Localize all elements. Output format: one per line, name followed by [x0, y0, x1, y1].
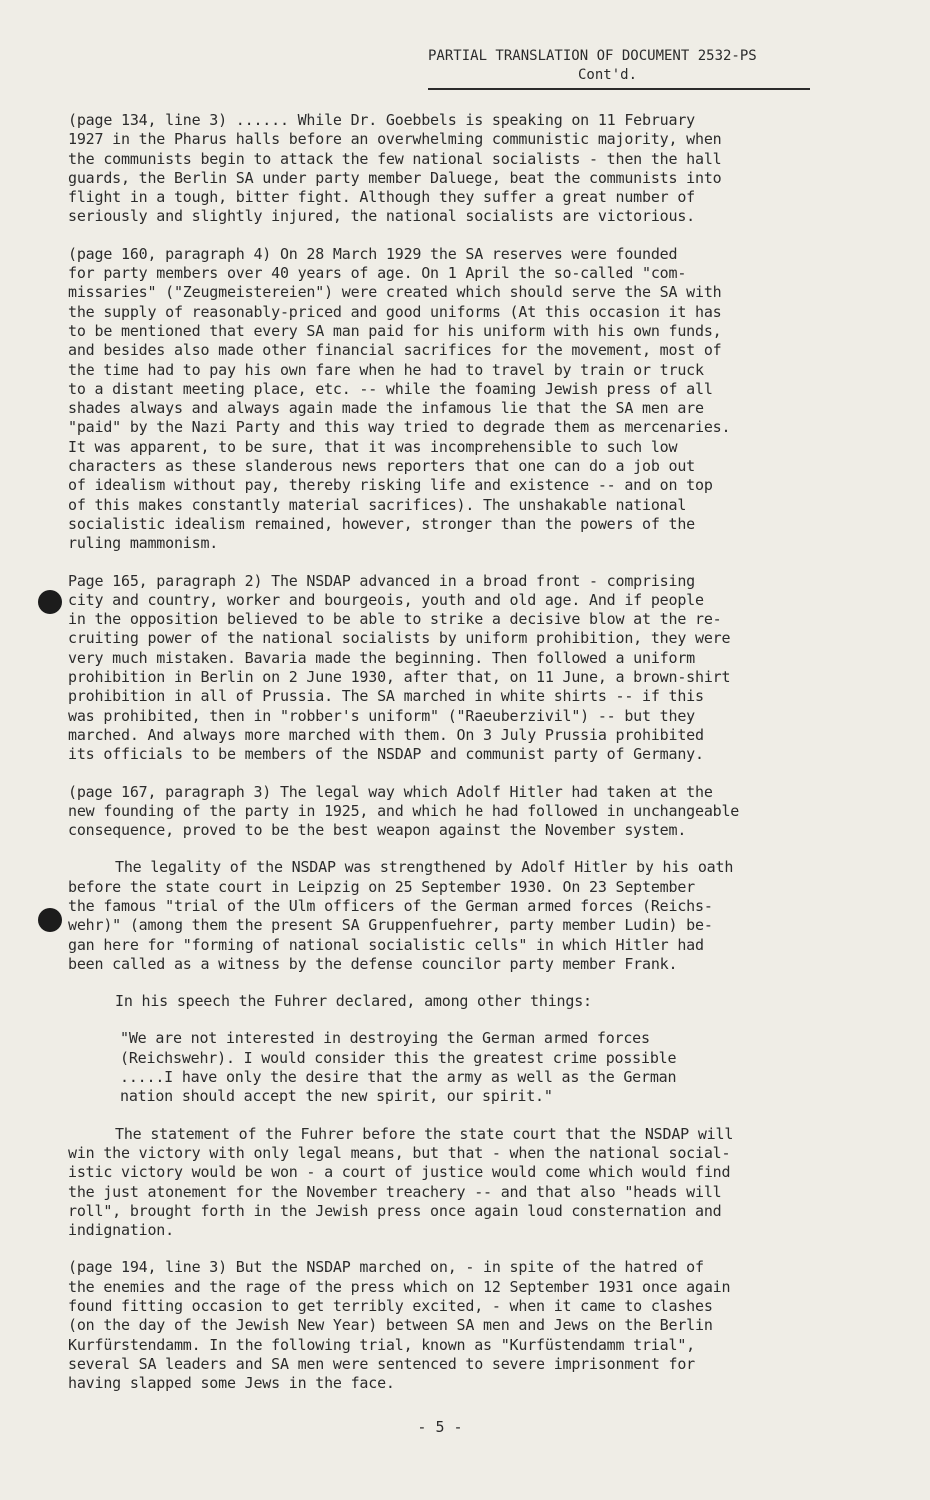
paragraph-page-165: Page 165, paragraph 2) The NSDAP advanced in a broad front - comprising city and country, worker and bourgeois, youth and old age. And if people in the opposition believed to be able to strike a decisive blow at the re- cruiting power of the national socialists by uniform prohibition, they were very much mistaken. Bavaria made the beginning. Then followed a uniform prohibition in Berlin on 2 June 1930, after that, on 11 June, a brown-shirt prohibition in all of Prussia. The SA marched in white shirts -- if this was prohibited, then in "robber's uniform" ("Raeuberzivil") -- but they marched. And always more marched with them. On 3 July Prussia prohibited its officials to be members of the NSDAP and communist party of Germany.	[68, 571, 731, 764]
punch-hole-top	[38, 590, 62, 614]
paragraph-legality: The legality of the NSDAP was strengthened by Adolf Hitler by his oath before the state court in Leipzig on 25 September 1930. On 23 September the famous "trial of the Ulm officers of the German armed forces (Reichs- wehr)" (among them the present SA Gruppenfuehrer, party member Ludin) be- gan here for "forming of national socialistic cells" in which Hitler had been called as a witness by the defense councilor party member Frank.	[68, 858, 734, 973]
paragraph-page-167: (page 167, paragraph 3) The legal way which Adolf Hitler had taken at the new founding of the party in 1925, and which he had followed in unchangeable consequence, proved to be the best weapon against the November system.	[68, 782, 740, 840]
paragraph-page-194: (page 194, line 3) But the NSDAP marched on, - in spite of the hatred of the enemies and the rage of the press which on 12 September 1931 once again found fitting occasion to get terribly excited, - when it came to clashes (on the day of the Jewish New Year) between SA men and Jews on the Berlin Kurfürstendamm. In the following trial, known as "Kurfüstendamm trial", several SA leaders and SA men were sentenced to severe imprisonment for having slapped some Jews in the face.	[68, 1258, 731, 1393]
header-subtitle: Cont'd.	[578, 67, 638, 83]
speech-quote: "We are not interested in destroying the German armed forces (Reichswehr). I would consider this the greatest crime possible .....I have only the desire that the army as well as the German nation should accept the new spirit, our spirit."	[120, 1029, 677, 1106]
paragraph-statement: The statement of the Fuhrer before the state court that the NSDAP will win the victory with only legal means, but that - when the national social- istic victory would be won - a court of justice would come which would find the just atonement for the November treachery -- and that also "heads will roll", brought forth in the Jewish press once again loud consternation and indignation.	[68, 1124, 734, 1240]
document-header	[428, 47, 810, 85]
page-number: - 5 -	[417, 1418, 463, 1436]
header-title: PARTIAL TRANSLATION OF DOCUMENT 2532-PS	[428, 48, 757, 64]
paragraph-speech-intro: In his speech the Fuhrer declared, among other things:	[115, 992, 592, 1011]
paragraph-page-160: (page 160, paragraph 4) On 28 March 1929 the SA reserves were founded for party members over 40 years of age. On 1 April the so-called "com- missaries" ("Zeugmeistereien") were created which should serve the SA with the supply of reasonably-priced and good uniforms (At this occasion it has to be mentioned that every SA man paid for his uniform with his own funds, and besides also made other financial sacrifices for the movement, most of the time had to pay his own fare when he had to travel by train or truck to a distant meeting place, etc. -- while the foaming Jewish press of all shades always and always again made the infamous lie that the SA men are "paid" by the Nazi Party and this way tried to degrade them as mercenaries. It was apparent, to be sure, that it was incomprehensible to such low characters as these slanderous news reporters that one can do a job out of idealism without pay, thereby risking life and existence -- and on top of this makes constantly material sacrifices). The unshakable national socialistic idealism remained, however, stronger than the powers of the ruling mammonism.	[68, 244, 731, 553]
header-underline	[428, 88, 810, 90]
punch-hole-bottom	[38, 908, 62, 932]
paragraph-page-134: (page 134, line 3) ...... While Dr. Goebbels is speaking on 11 February 1927 in the Pharus halls before an overwhelming communistic majority, when the communists begin to attack the few national socialists - then the hall guards, the Berlin SA under party member Daluege, beat the communists into flight in a tough, bitter fight. Although they suffer a great number of seriously and slightly injured, the national socialists are victorious.	[68, 111, 722, 226]
document-body	[68, 111, 828, 1412]
